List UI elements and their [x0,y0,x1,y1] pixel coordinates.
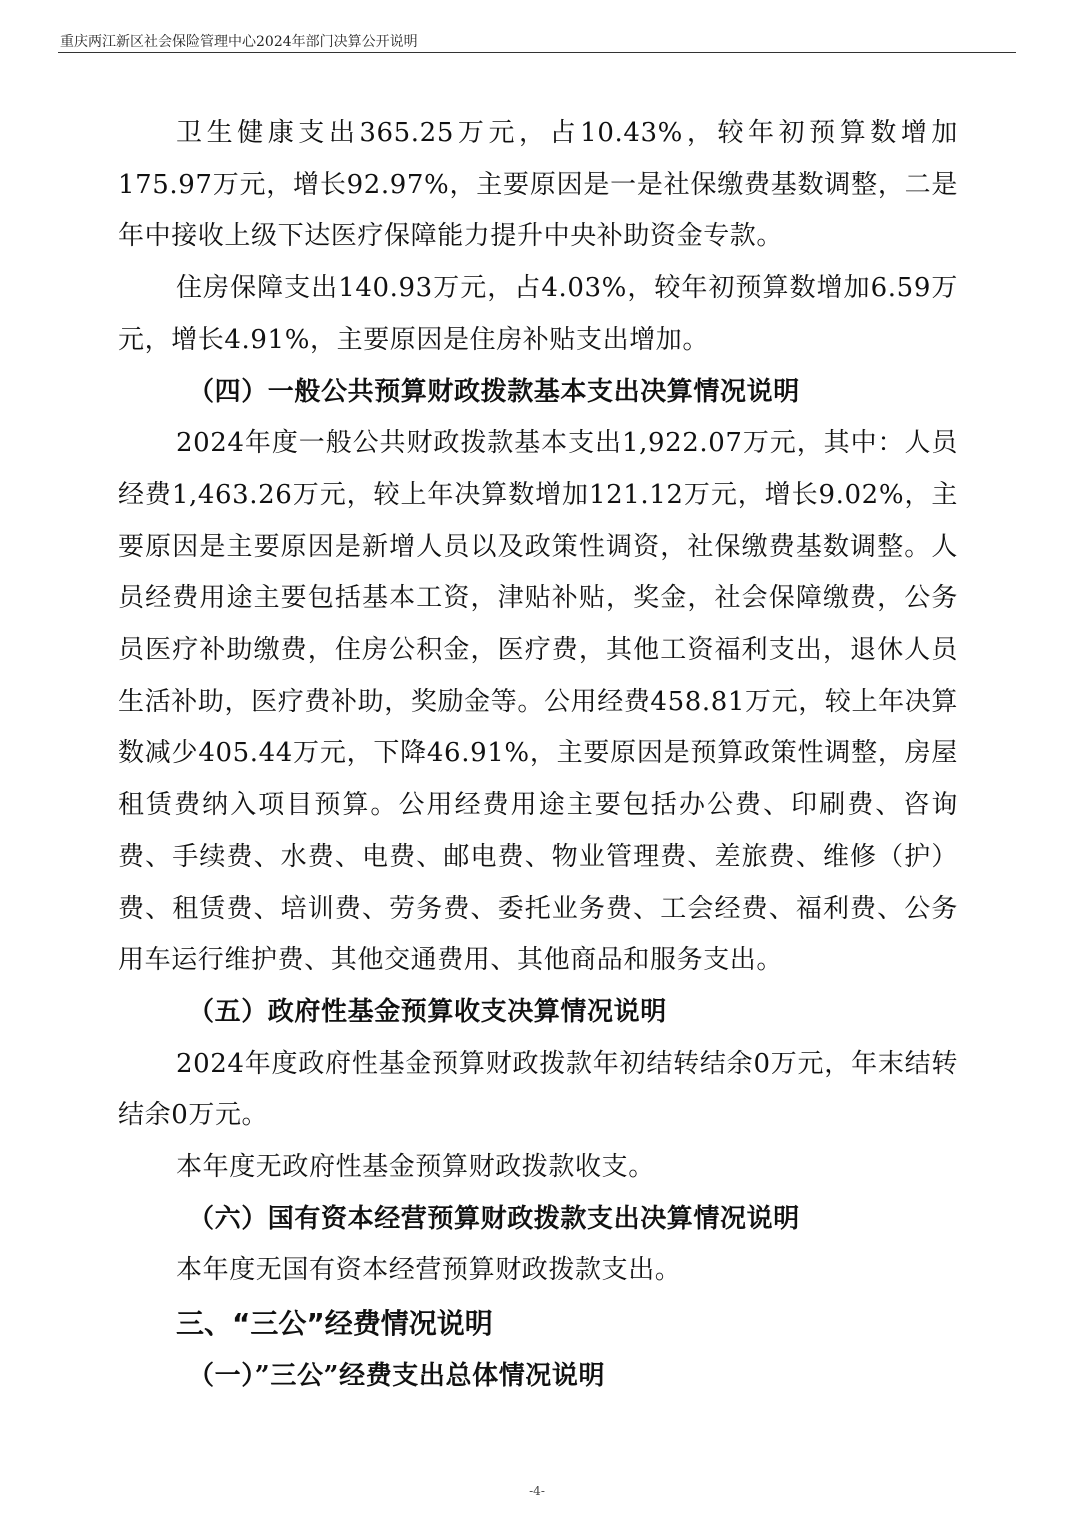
running-header: 重庆两江新区社会保险管理中心2024年部门决算公开说明 [60,34,418,50]
paragraph-basic-expenditure: 2024年度一般公共财政拨款基本支出1,922.07万元，其中：人员经费1,463.26万元，较上年决算数增加121.12万元，增长9.02%，主要原因是主要原因是新增人员以及政策性调资，社保缴费基数调整。人员经费用途主要包括基本工资，津贴补贴，奖金，社会保障缴费，公务员医疗补助缴费，住房公积金，医疗费，其他工资福利支出，退休人员生活补助，医疗费补助，奖励金等。公用经费458.81万元，较上年决算数减少405.44万元，下降46.91%，主要原因是预算政策性调整，房屋租赁费纳入项目预算。公用经费用途主要包括办公费、印刷费、咨询费、手续费、水费、电费、邮电费、物业管理费、差旅费、维修（护）费、租赁费、培训费、劳务费、委托业务费、工会经费、福利费、公务用车运行维护费、其他交通费用、其他商品和服务支出。 [118,428,958,976]
page-number: -4- [529,1484,545,1498]
paragraph-health-expenditure: 卫生健康支出365.25万元，占10.43%，较年初预算数增加175.97万元，增长92.97%，主要原因是一是社保缴费基数调整，二是年中接收上级下达医疗保障能力提升中央补助资金专款。 [118,118,958,252]
header-divider [58,52,1016,53]
subheading-three-public-overview: （一）”三公”经费支出总体情况说明 [188,1361,606,1392]
paragraph-government-fund-balance: 2024年度政府性基金预算财政拨款年初结转结余0万元，年末结转结余0万元。 [118,1048,958,1131]
paragraph-state-capital-none: 本年度无国有资本经营预算财政拨款支出。 [176,1255,682,1286]
paragraph-government-fund-none: 本年度无政府性基金预算财政拨款收支。 [176,1152,655,1183]
section-heading-three-public: 三、“三公”经费情况说明 [176,1307,493,1341]
document-body [118,108,958,1403]
subheading-basic-expenditure: （四）一般公共预算财政拨款基本支出决算情况说明 [188,376,800,407]
subheading-government-fund: （五）政府性基金预算收支决算情况说明 [188,996,667,1027]
subheading-state-capital: （六）国有资本经营预算财政拨款支出决算情况说明 [188,1203,800,1234]
paragraph-housing-expenditure: 住房保障支出140.93万元，占4.03%，较年初预算数增加6.59万元，增长4.91%，主要原因是住房补贴支出增加。 [118,273,958,355]
